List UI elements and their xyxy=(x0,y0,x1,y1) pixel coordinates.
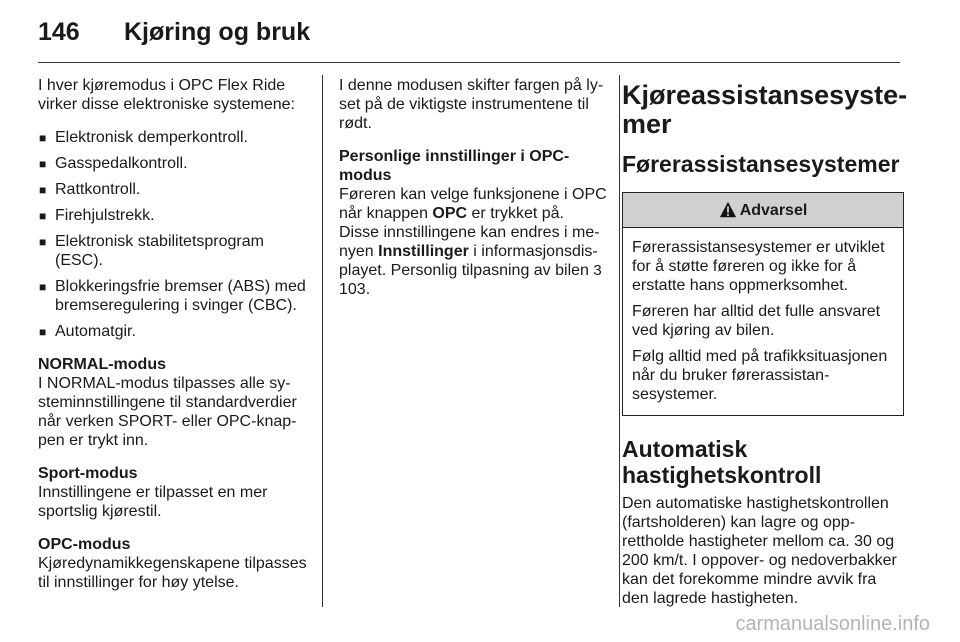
list-item: ■ Elektronisk stabilitetsprogram (ESC). xyxy=(39,233,264,269)
column-divider xyxy=(322,75,323,607)
subsection-heading: Førerassistansesystemer xyxy=(622,151,900,177)
normal-mode-section xyxy=(38,355,308,450)
opc-button-label: OPC xyxy=(432,205,468,222)
warning-triangle-icon xyxy=(719,201,737,219)
warning-label: Advarsel xyxy=(739,201,808,219)
black-square-icon: ■ xyxy=(39,209,47,223)
black-square-icon: ■ xyxy=(39,235,47,249)
personal-text: Føreren kan velge funksjonene i OPC når knappen xyxy=(339,186,607,222)
personal-text: er trykket på. Disse innstillingene kan endres i menyen xyxy=(339,205,600,260)
list-item: ■ Gasspedalkontroll. xyxy=(39,155,188,172)
personal-text: i informasjonsdisplayet. Personlig tilpasning av bilen xyxy=(339,243,598,279)
cruise-control-text: Den automatiske hastighetskontrollen (fartsholderen) kan lagre og opprettholde hastigheter mellom ca. 30 og 200 km/t. I oppover- og nedoverbakker kan det forekomme mindre avvik fra den lagrede hastigheten. xyxy=(622,495,897,607)
opc-mode-section xyxy=(38,535,308,592)
settings-menu-label: Innstillinger xyxy=(378,243,469,260)
watermark: carmanualsonline.info xyxy=(735,613,930,635)
column-right xyxy=(622,76,908,622)
list-item: ■ Elektronisk demperkontroll. xyxy=(39,129,248,146)
intro-paragraph: I hver kjøremodus i OPC Flex Ride virker disse elektroniske systemene: xyxy=(38,77,295,113)
page-number: 146 xyxy=(38,18,80,46)
personal-settings-section xyxy=(339,147,607,299)
black-square-icon: ■ xyxy=(39,157,47,171)
cruise-control-heading: Automatisk hastighetskontroll xyxy=(622,436,822,488)
black-square-icon: ■ xyxy=(39,183,47,197)
column-divider xyxy=(619,75,620,607)
header-rule xyxy=(38,62,900,63)
warning-header xyxy=(623,193,903,228)
warning-paragraph: Føreren har alltid det fulle ansvaret ved kjøring av bilen. xyxy=(632,303,881,339)
page-header xyxy=(38,18,898,58)
column-middle xyxy=(339,76,607,313)
black-square-icon: ■ xyxy=(39,131,47,145)
warning-paragraph: Førerassistansesystemer er utviklet for å støtte føreren og ikke for å erstatte hans oppmerksomhet. xyxy=(632,239,885,294)
list-item: ■ Automatgir. xyxy=(39,323,136,340)
list-item: ■ Blokkeringsfrie bremser (ABS) med bremseregulering i svinger (CBC). xyxy=(39,278,306,314)
black-square-icon: ■ xyxy=(39,325,47,339)
page-reference-link[interactable]: 103. xyxy=(339,281,371,298)
warning-box xyxy=(622,192,904,416)
system-list xyxy=(38,128,308,341)
list-item: ■ Firehjulstrekk. xyxy=(39,207,155,224)
running-title: Kjøring og bruk xyxy=(124,18,311,46)
personal-settings-heading: Personlige innstillinger i OPC-modus xyxy=(339,148,570,184)
opc-mode-text: Kjøredynamikkegenskapene tilpasses til innstillinger for høy ytelse. xyxy=(38,555,307,591)
sport-mode-section xyxy=(38,464,308,521)
warning-body xyxy=(623,228,903,415)
column-left xyxy=(38,76,308,606)
sport-mode-heading: Sport-modus xyxy=(38,465,138,482)
section-heading: Kjøreassistansesystemer xyxy=(622,80,908,139)
list-item: ■ Rattkontroll. xyxy=(39,181,141,198)
normal-mode-text: I NORMAL-modus tilpasses alle systeminnstillingene til standardverdier når verken SPORT- eller OPC-knappen er trykt inn. xyxy=(38,375,297,449)
warning-paragraph: Følg alltid med på trafikksituasjonen når du bruker førerassistansesystemer. xyxy=(632,348,888,403)
color-paragraph: I denne modusen skifter fargen på lyset på de viktigste instrumentene til rødt. xyxy=(339,77,604,132)
sport-mode-text: Innstillingene er tilpasset en mer sportslig kjørestil. xyxy=(38,484,268,520)
opc-mode-heading: OPC-modus xyxy=(38,536,131,553)
normal-mode-heading: NORMAL-modus xyxy=(38,356,166,373)
page-reference-arrow-icon: 3 xyxy=(593,262,602,279)
black-square-icon: ■ xyxy=(39,280,47,294)
